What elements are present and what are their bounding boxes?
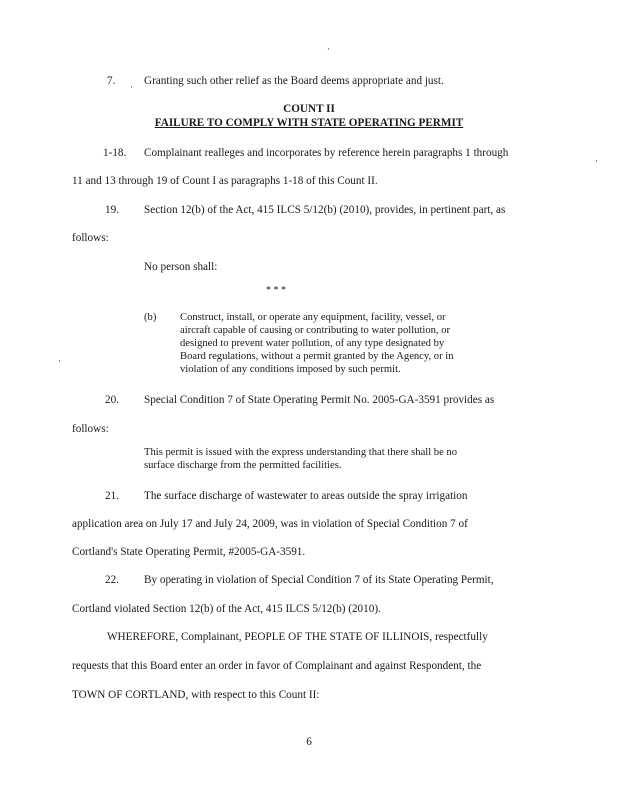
quote-item-line: Construct, install, or operate any equipment, facility, vessel, or xyxy=(180,312,446,323)
scan-speck: · xyxy=(130,82,133,92)
paragraph-20-line2: follows: xyxy=(72,423,109,435)
permit-quote-line: This permit is issued with the express understanding that there shall be no xyxy=(144,447,458,458)
count-title: COUNT II xyxy=(283,103,335,115)
paragraph-19-number: 19. xyxy=(105,204,119,216)
paragraph-1-18-number: 1-18. xyxy=(103,147,127,159)
wherefore-line2: requests that this Board enter an order in favor of Complainant and against Respondent, the xyxy=(72,660,482,672)
paragraph-22-line1: By operating in violation of Special Condition 7 of its State Operating Permit, xyxy=(144,574,494,586)
paragraph-7-text: Granting such other relief as the Board deems appropriate and just. xyxy=(144,75,444,87)
paragraph-21-line3: Cortland's State Operating Permit, #2005-GA-3591. xyxy=(72,546,306,558)
paragraph-7-number: 7. xyxy=(107,75,116,87)
quote-item-line: designed to prevent water pollution, of any type designated by xyxy=(180,338,445,349)
wherefore-line3: TOWN OF CORTLAND, with respect to this Count II: xyxy=(72,689,320,701)
wherefore-line1: WHEREFORE, Complainant, PEOPLE OF THE STATE OF ILLINOIS, respectfully xyxy=(107,631,488,643)
scan-speck: · xyxy=(58,356,61,366)
paragraph-20-number: 20. xyxy=(105,394,119,406)
page-number: 6 xyxy=(306,736,312,748)
paragraph-21-line1: The surface discharge of wastewater to areas outside the spray irrigation xyxy=(144,490,468,502)
paragraph-21-number: 21. xyxy=(105,490,119,502)
quote-item-label: (b) xyxy=(144,312,157,323)
paragraph-21-line2: application area on July 17 and July 24, 2009, was in violation of Special Condition 7 of xyxy=(72,518,468,530)
scan-speck: · xyxy=(595,156,598,166)
paragraph-20-line1: Special Condition 7 of State Operating Permit No. 2005-GA-3591 provides as xyxy=(144,394,495,406)
ellipsis-stars: * * * xyxy=(266,285,286,296)
paragraph-1-18-line2: 11 and 13 through 19 of Count I as paragraphs 1-18 of this Count II. xyxy=(72,175,378,187)
quote-item-line: aircraft capable of causing or contributing to water pollution, or xyxy=(180,325,451,336)
paragraph-1-18-line1: Complainant realleges and incorporates by reference herein paragraphs 1 through xyxy=(144,147,509,159)
quote-item-line: Board regulations, without a permit granted by the Agency, or in xyxy=(180,351,454,362)
count-subtitle: FAILURE TO COMPLY WITH STATE OPERATING PERMIT xyxy=(154,117,464,129)
quote-item-line: violation of any conditions imposed by such permit. xyxy=(180,364,401,375)
paragraph-19-line1: Section 12(b) of the Act, 415 ILCS 5/12(b) (2010), provides, in pertinent part, as xyxy=(144,204,506,216)
scan-speck: · xyxy=(327,44,330,54)
permit-quote-line: surface discharge from the permitted facilities. xyxy=(144,460,342,471)
paragraph-22-line2: Cortland violated Section 12(b) of the Act, 415 ILCS 5/12(b) (2010). xyxy=(72,603,381,615)
quote-intro: No person shall: xyxy=(144,261,218,273)
paragraph-19-line2: follows: xyxy=(72,232,109,244)
paragraph-22-number: 22. xyxy=(105,574,119,586)
